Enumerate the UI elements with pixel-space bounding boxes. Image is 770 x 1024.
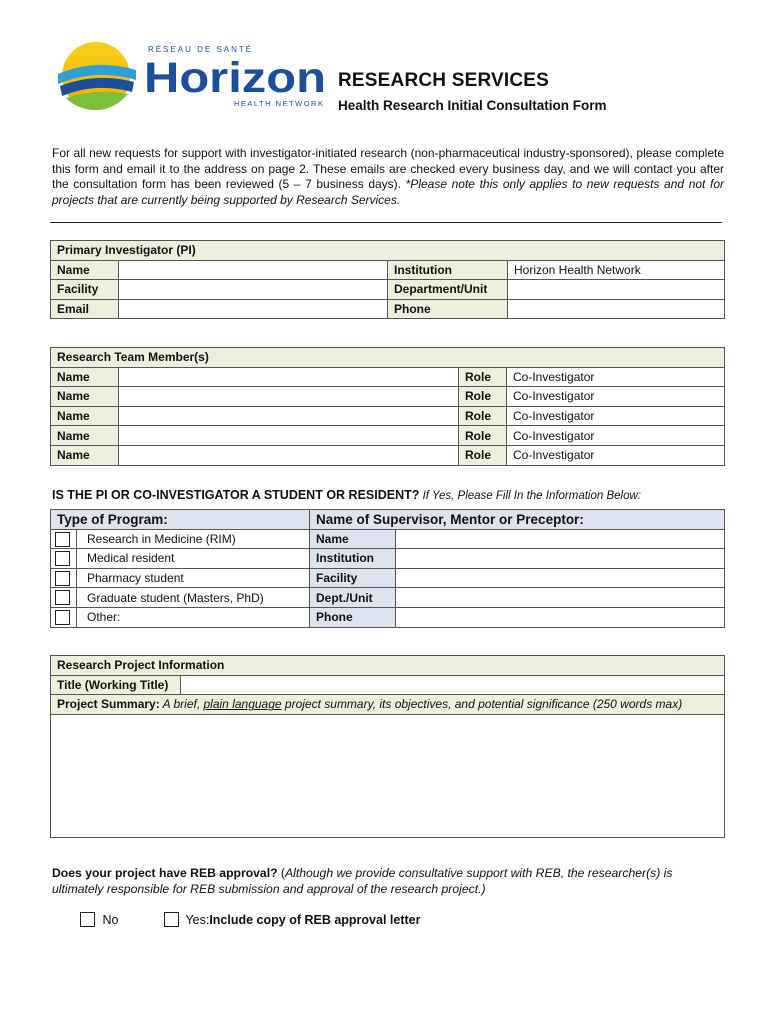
program-graduate-checkbox[interactable] bbox=[55, 590, 70, 605]
program-medical-resident-checkbox[interactable] bbox=[55, 551, 70, 566]
team-role-field[interactable]: Co-Investigator bbox=[507, 426, 725, 446]
team-name-label: Name bbox=[51, 406, 119, 426]
pi-institution-field[interactable]: Horizon Health Network bbox=[508, 260, 725, 280]
program-heading: Type of Program: bbox=[51, 510, 310, 530]
team-name-label: Name bbox=[51, 426, 119, 446]
program-graduate-label: Graduate student (Masters, PhD) bbox=[77, 588, 310, 608]
divider bbox=[50, 222, 722, 223]
reb-yes-label: Yes: bbox=[185, 912, 210, 927]
project-summary-field[interactable] bbox=[51, 714, 725, 837]
supervisor-name-field[interactable] bbox=[396, 529, 725, 549]
reb-yes-detail: Include copy of REB approval letter bbox=[209, 912, 421, 927]
pi-facility-label: Facility bbox=[51, 280, 119, 300]
pi-heading: Primary Investigator (PI) bbox=[51, 241, 725, 261]
supervisor-facility-field[interactable] bbox=[396, 568, 725, 588]
reb-question bbox=[52, 866, 724, 897]
svg-text:Horizon: Horizon bbox=[144, 54, 326, 102]
page-header bbox=[52, 40, 732, 115]
team-heading: Research Team Member(s) bbox=[51, 348, 725, 368]
team-name-field[interactable] bbox=[119, 445, 459, 465]
reb-no-checkbox[interactable] bbox=[80, 912, 95, 927]
student-question-text: IS THE PI OR CO-INVESTIGATOR A STUDENT OR RESIDENT? bbox=[52, 488, 420, 502]
program-pharmacy-checkbox[interactable] bbox=[55, 571, 70, 586]
student-question bbox=[52, 488, 641, 502]
pi-table bbox=[50, 240, 725, 319]
team-name-field[interactable] bbox=[119, 406, 459, 426]
team-role-field[interactable]: Co-Investigator bbox=[507, 387, 725, 407]
svg-text:RÉSEAU DE SANTÉ: RÉSEAU DE SANTÉ bbox=[148, 45, 254, 54]
team-role-label: Role bbox=[459, 426, 507, 446]
pi-department-label: Department/Unit bbox=[388, 280, 508, 300]
pi-phone-label: Phone bbox=[388, 299, 508, 319]
project-summary-hint-pre: A brief, bbox=[159, 697, 204, 712]
project-table bbox=[50, 655, 725, 838]
intro-note: *Please note this only applies to new requests and not for projects that are currently being supported by Research Services. bbox=[52, 177, 724, 207]
pi-email-label: Email bbox=[51, 299, 119, 319]
project-summary-hint-post: project summary, its objectives, and potential significance (250 words max) bbox=[281, 697, 683, 712]
supervisor-facility-label: Facility bbox=[310, 568, 396, 588]
supervisor-phone-label: Phone bbox=[310, 607, 396, 627]
project-summary-header bbox=[51, 695, 725, 715]
program-rim-checkbox[interactable] bbox=[55, 532, 70, 547]
program-other-label: Other: bbox=[77, 607, 310, 627]
team-role-label: Role bbox=[459, 387, 507, 407]
team-row bbox=[51, 426, 725, 446]
form-title: RESEARCH SERVICES bbox=[338, 70, 550, 91]
project-title-label: Title (Working Title) bbox=[51, 675, 181, 695]
team-role-field[interactable]: Co-Investigator bbox=[507, 406, 725, 426]
project-summary-hint-link: plain language bbox=[203, 697, 282, 712]
reb-note: Although we provide consultative support with REB, the researcher(s) is ultimately responsible for REB submission and approval of the research project.) bbox=[52, 866, 673, 896]
program-medical-resident-label: Medical resident bbox=[77, 549, 310, 569]
pi-email-field[interactable] bbox=[119, 299, 388, 319]
supervisor-dept-label: Dept./Unit bbox=[310, 588, 396, 608]
team-role-label: Role bbox=[459, 445, 507, 465]
supervisor-phone-field[interactable] bbox=[396, 607, 725, 627]
pi-phone-field[interactable] bbox=[508, 299, 725, 319]
program-rim-label: Research in Medicine (RIM) bbox=[77, 529, 310, 549]
team-name-label: Name bbox=[51, 367, 119, 387]
team-name-label: Name bbox=[51, 387, 119, 407]
student-table bbox=[50, 509, 725, 628]
reb-question-text: Does your project have REB approval? bbox=[52, 866, 278, 880]
pi-department-field[interactable] bbox=[508, 280, 725, 300]
supervisor-dept-field[interactable] bbox=[396, 588, 725, 608]
project-title-field[interactable] bbox=[181, 675, 725, 695]
pi-name-field[interactable] bbox=[119, 260, 388, 280]
reb-note-open: ( bbox=[277, 866, 285, 880]
reb-yes-checkbox[interactable] bbox=[164, 912, 179, 927]
pi-facility-field[interactable] bbox=[119, 280, 388, 300]
project-heading: Research Project Information bbox=[51, 656, 725, 676]
team-role-field[interactable]: Co-Investigator bbox=[507, 367, 725, 387]
team-role-label: Role bbox=[459, 406, 507, 426]
team-row bbox=[51, 445, 725, 465]
supervisor-institution-field[interactable] bbox=[396, 549, 725, 569]
reb-no-label: No bbox=[102, 912, 119, 927]
program-other-checkbox[interactable] bbox=[55, 610, 70, 625]
team-role-label: Role bbox=[459, 367, 507, 387]
team-row bbox=[51, 406, 725, 426]
team-name-label: Name bbox=[51, 445, 119, 465]
reb-options bbox=[80, 912, 420, 927]
program-pharmacy-label: Pharmacy student bbox=[77, 568, 310, 588]
supervisor-heading: Name of Supervisor, Mentor or Preceptor: bbox=[310, 510, 725, 530]
intro-text: For all new requests for support with investigator-initiated research (non-pharmaceutical industry-sponsored), please complete this form and email it to the address on page 2. These emails are checked every business day, and we will contact you after the consultation form has been reviewed (5 – 7 business days). bbox=[52, 146, 724, 191]
team-name-field[interactable] bbox=[119, 426, 459, 446]
svg-text:HEALTH NETWORK: HEALTH NETWORK bbox=[234, 99, 325, 108]
horizon-logo bbox=[52, 40, 332, 115]
student-question-note: If Yes, Please Fill In the Information Below: bbox=[419, 490, 641, 502]
team-role-field[interactable]: Co-Investigator bbox=[507, 445, 725, 465]
project-summary-label: Project Summary: bbox=[57, 697, 160, 712]
team-row bbox=[51, 387, 725, 407]
pi-name-label: Name bbox=[51, 260, 119, 280]
supervisor-name-label: Name bbox=[310, 529, 396, 549]
pi-institution-label: Institution bbox=[388, 260, 508, 280]
intro-paragraph bbox=[52, 146, 724, 208]
supervisor-institution-label: Institution bbox=[310, 549, 396, 569]
team-name-field[interactable] bbox=[119, 367, 459, 387]
team-row bbox=[51, 367, 725, 387]
team-name-field[interactable] bbox=[119, 387, 459, 407]
form-subtitle: Health Research Initial Consultation Form bbox=[338, 98, 607, 113]
team-table bbox=[50, 347, 725, 466]
